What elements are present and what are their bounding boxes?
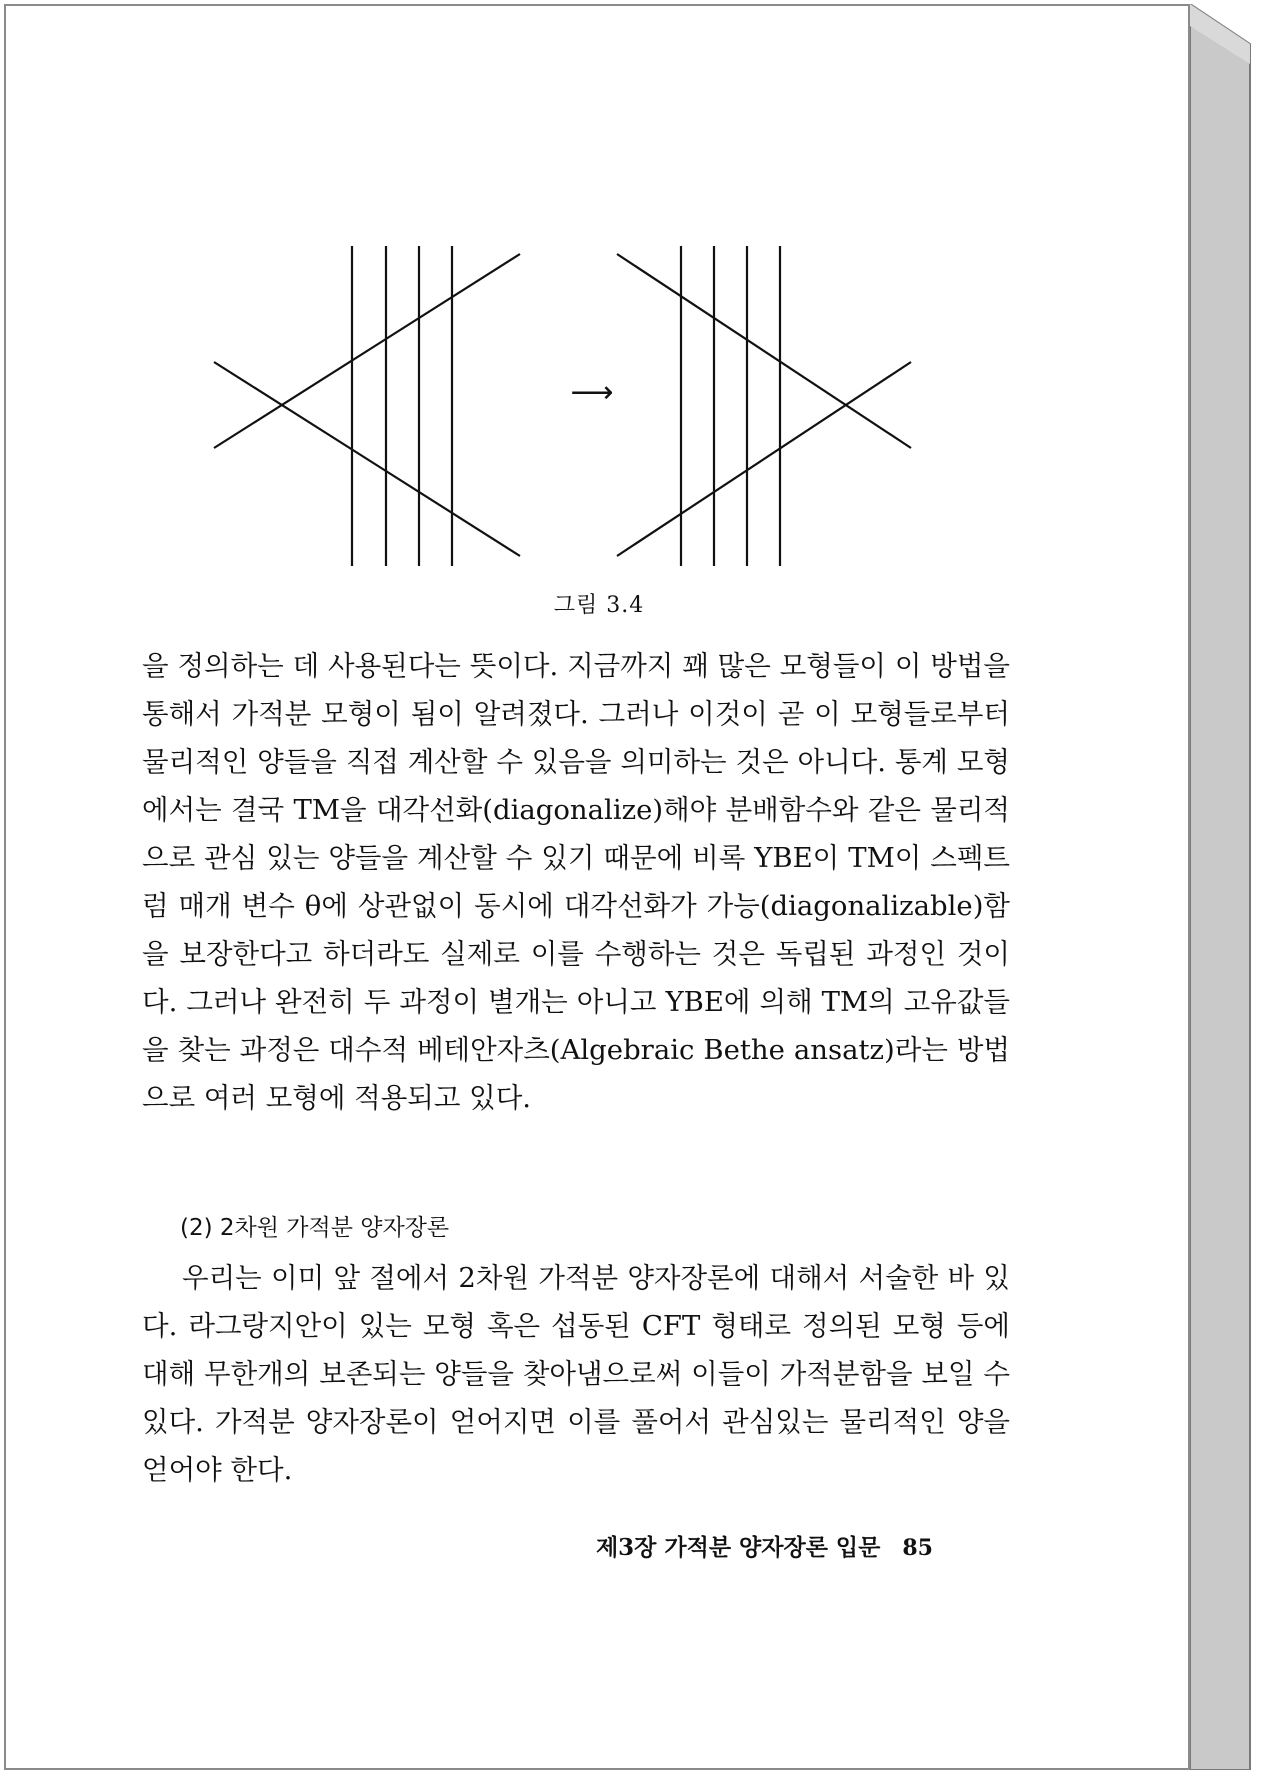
book-thickness-edge	[1190, 4, 1260, 1770]
paragraph-text: 우리는 이미 앞 절에서 2차원 가적분 양자장론에 대해서 서술한 바 있다. 라그랑지안이 있는 모형 혹은 섭동된 CFT 형태로 정의된 모형 등에 대해 무한개의 보존되는 양들을 찾아냄으로써 이들이 가적분함을 보일 수 있다. 가적분 양자장론이 얻어지면 이를 풀어서 관심있는 물리적인 양을 얻어야 한다.	[142, 1262, 1010, 1486]
section-heading: (2) 2차원 가적분 양자장론	[180, 1215, 450, 1241]
chapter-title: 제3장 가적분 양자장론 입문	[595, 1534, 881, 1561]
paragraph-text: 을 정의하는 데 사용된다는 뜻이다. 지금까지 꽤 많은 모형들이 이 방법을 통해서 가적분 모형이 됨이 알려졌다. 그러나 이것이 곧 이 모형들로부터 물리적인 양들을 직접 계산할 수 있음을 의미하는 것은 아니다. 통계 모형에서는 결국 TM을 대각선화(diagonalize)해야 분배함수와 같은 물리적으로 관심 있는 양들을 계산할 수 있기 때문에 비록 YBE이 TM이 스펙트럼 매개 변수 θ에 상관없이 동시에 대각선화가 가능(diagonalizable)함을 보장한다고 하더라도 실제로 이를 수행하는 것은 독립된 과정인 것이다. 그러나 완전히 두 과정이 별개는 아니고 YBE에 의해 TM의 고유값들을 찾는 과정은 대수적 베테안자츠(Algebraic Bethe ansatz)라는 방법으로 여러 모형에 적용되고 있다.	[142, 650, 1010, 1114]
left-diagonal-up	[214, 254, 520, 448]
right-diagonal-up	[617, 362, 911, 556]
transformation-arrow: ⟶	[570, 375, 614, 410]
right-diagonal-down	[617, 254, 911, 448]
figure-yang-baxter-lines	[206, 238, 926, 574]
page-number: 85	[902, 1535, 933, 1561]
left-diagonal-down	[214, 362, 520, 556]
figure-caption: 그림 3.4	[553, 593, 645, 618]
running-footer	[596, 1529, 933, 1562]
book-page	[4, 4, 1190, 1770]
